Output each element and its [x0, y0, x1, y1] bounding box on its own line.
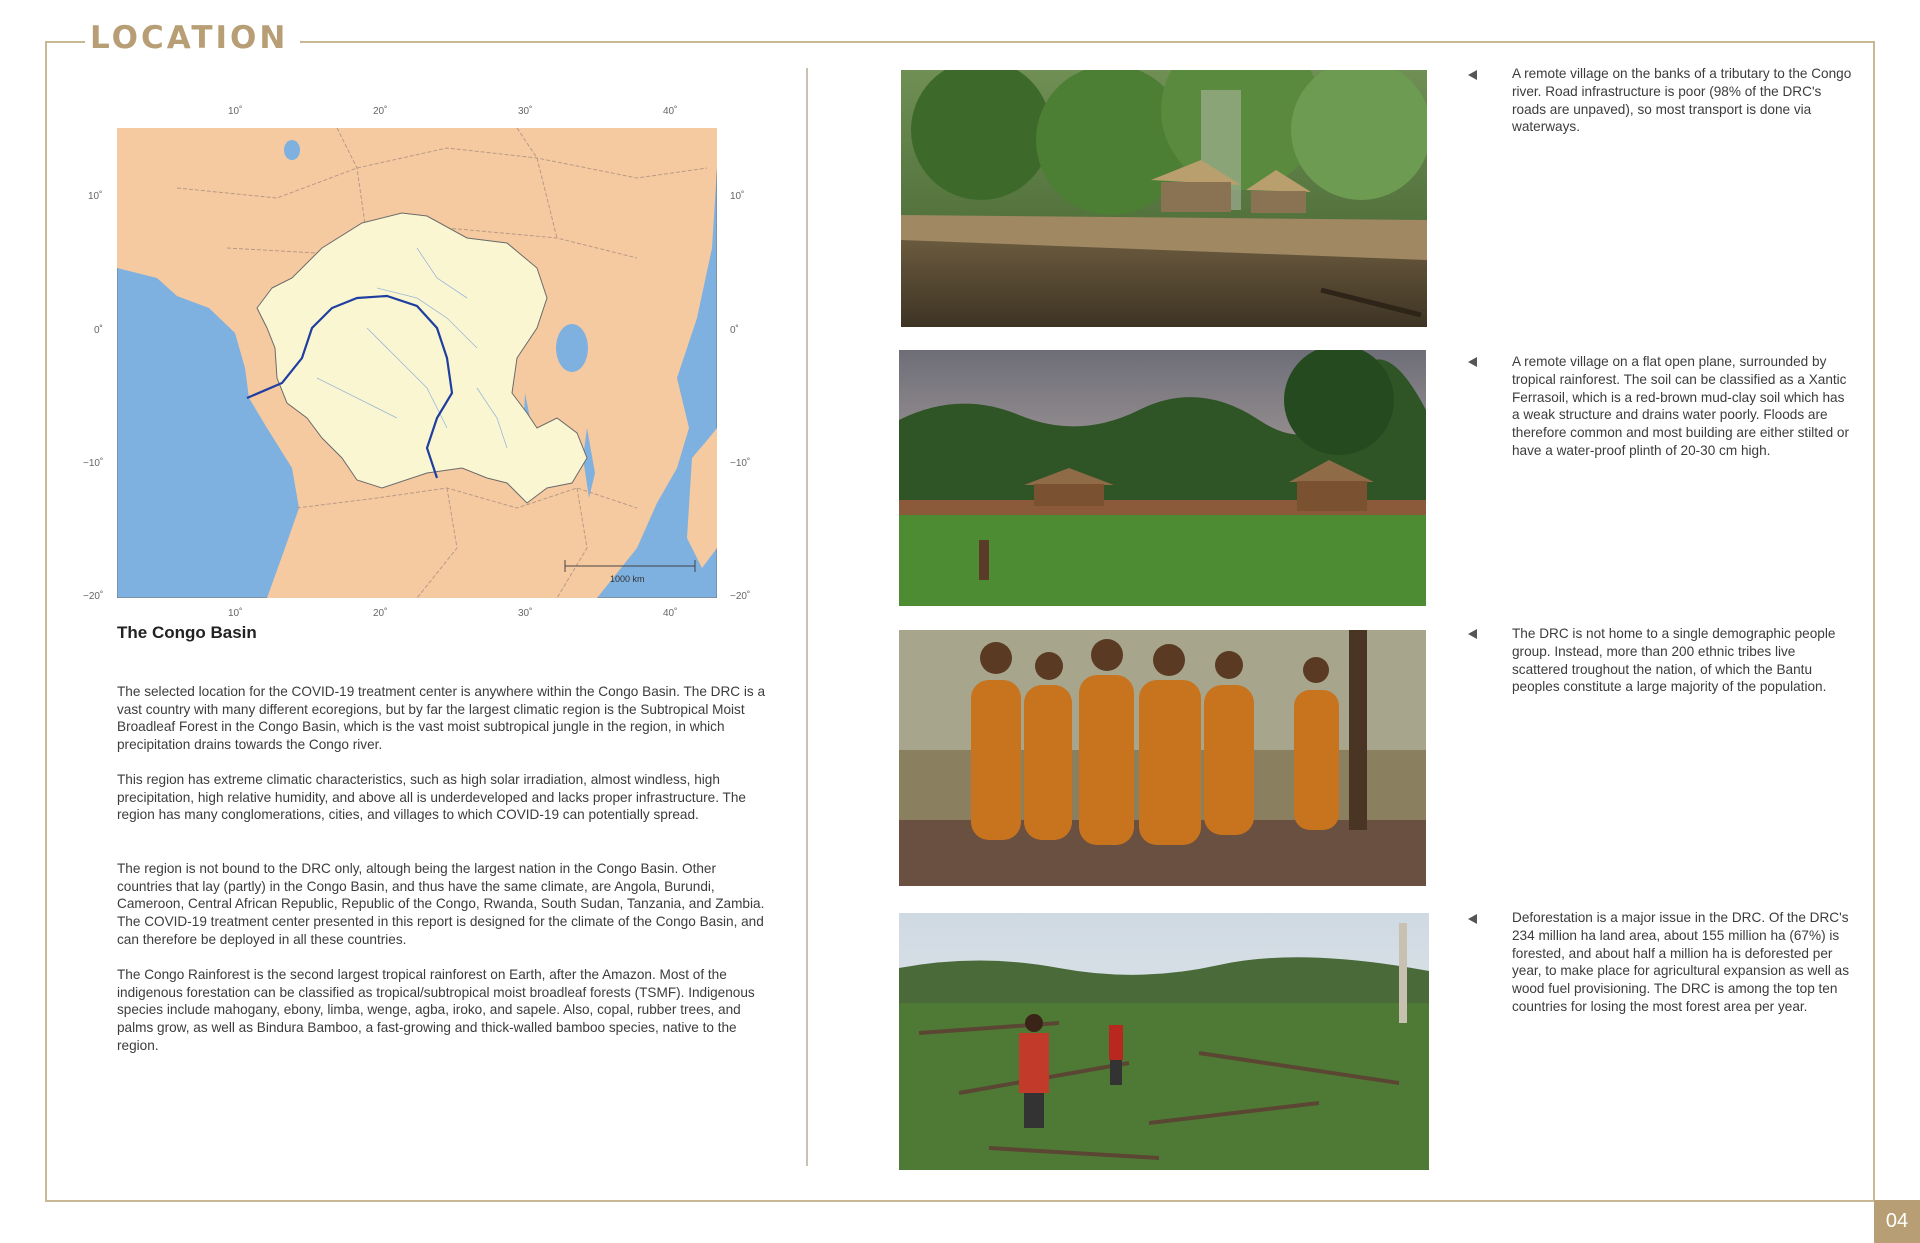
caption-arrow-1 — [1468, 70, 1477, 80]
tick-bottom-40: 40˚ — [663, 608, 678, 619]
tick-top-10: 10˚ — [228, 106, 243, 117]
frame-top-right — [277, 41, 1875, 43]
tick-left-m20: −20˚ — [83, 591, 104, 602]
photo-caption-4: Deforestation is a major issue in the DRC. Of the DRC's 234 million ha land area, about 155 million ha (67%) is forested, and about half a million ha is deforested per year, to make place for agricultural expansion as well as wood fuel provisioning. The DRC is among the top ten countries for losing the most forest area per year. — [1512, 910, 1849, 1014]
page-number: 04 — [1874, 1200, 1920, 1243]
tick-right-10: 10˚ — [730, 191, 745, 202]
page-title: LOCATION — [90, 20, 300, 56]
body-paragraph-2: This region has extreme climatic characteristics, such as high solar irradiation, almost windless, high precipitation, high relative humidity, and above all is underdeveloped and lacks proper infrastructure. The region has many conglomerations, cities, and villages to which COVID-19 can potentially spread. — [117, 772, 746, 823]
photo-women-group — [899, 630, 1426, 886]
tick-top-30: 30˚ — [518, 106, 533, 117]
photo-deforestation — [899, 913, 1429, 1170]
map-caption: The Congo Basin — [117, 623, 257, 642]
tick-left-m10: −10˚ — [83, 458, 104, 469]
photo-caption-3: The DRC is not home to a single demographic people group. Instead, more than 200 ethnic tribes live scattered troughout the nation, of which the Bantu peoples constitute a large majority of the population. — [1512, 626, 1836, 695]
frame-right — [1873, 41, 1875, 1202]
body-paragraph-4: The Congo Rainforest is the second largest tropical rainforest on Earth, after the Amazon. Most of the indigenous forestation can be classified as tropical/subtropical moist broadleaf forests (TSMF). Indigenous species include mahogany, ebony, limba, wenge, agba, iroko, and sapele. Also, copal, rubber trees, and palms grow, as well as Bindura Bamboo, a fast-growing and thick-walled bamboo species, native to the region. — [117, 967, 755, 1053]
photo-plain-village — [899, 350, 1426, 606]
tick-right-m20: −20˚ — [730, 591, 751, 602]
body-paragraph-3: The region is not bound to the DRC only, altough being the largest nation in the Congo Basin. Other countries that lay (partly) in the Congo Basin, and thus have the same climate, are Angola, Burundi, Cameroon, Central African Republic, Republic of the Congo, Rwanda, South Sudan, Tanzania, and Zambia. The COVID-19 treatment center presented in this report is designed for the climate of the Congo Basin, and can therefore be deployed in all these countries. — [117, 861, 765, 947]
caption-arrow-3 — [1468, 629, 1477, 639]
tick-left-0: 0˚ — [94, 325, 103, 336]
map-scale-label: 1000 km — [610, 574, 645, 584]
photo-river-village — [901, 70, 1427, 327]
tick-bottom-10: 10˚ — [228, 608, 243, 619]
map-graphic — [117, 128, 717, 598]
tick-left-10: 10˚ — [88, 191, 103, 202]
frame-left — [45, 41, 47, 1202]
frame-top-left — [45, 41, 85, 43]
tick-right-0: 0˚ — [730, 325, 739, 336]
column-divider — [806, 68, 808, 1166]
photo-caption-1: A remote village on the banks of a tributary to the Congo river. Road infrastructure is poor (98% of the DRC's roads are unpaved), so most transport is done via waterways. — [1512, 66, 1852, 135]
tick-bottom-20: 20˚ — [373, 608, 388, 619]
caption-arrow-2 — [1468, 357, 1477, 367]
tick-right-m10: −10˚ — [730, 458, 751, 469]
photo-caption-2: A remote village on a flat open plane, surrounded by tropical rainforest. The soil can be classified as a Xantic Ferrasoil, which is a red-brown mud-clay soil which has a weak structure and drains water poorly. Floods are therefore common and most building are either stilted or have a water-proof plinth of 20-30 cm high. — [1512, 354, 1849, 458]
tick-bottom-30: 30˚ — [518, 608, 533, 619]
body-paragraph-1: The selected location for the COVID-19 treatment center is anywhere within the Congo Basin. The DRC is a vast country with many different ecoregions, but by far the largest climatic region is the Subtropical Moist Broadleaf Forest in the Congo Basin, which is the vast moist subtropical jungle in the region, in which precipitation drains towards the Congo river. — [117, 684, 766, 753]
tick-top-20: 20˚ — [373, 106, 388, 117]
caption-arrow-4 — [1468, 914, 1477, 924]
tick-top-40: 40˚ — [663, 106, 678, 117]
congo-basin-map — [80, 100, 751, 619]
frame-bottom — [45, 1200, 1875, 1202]
